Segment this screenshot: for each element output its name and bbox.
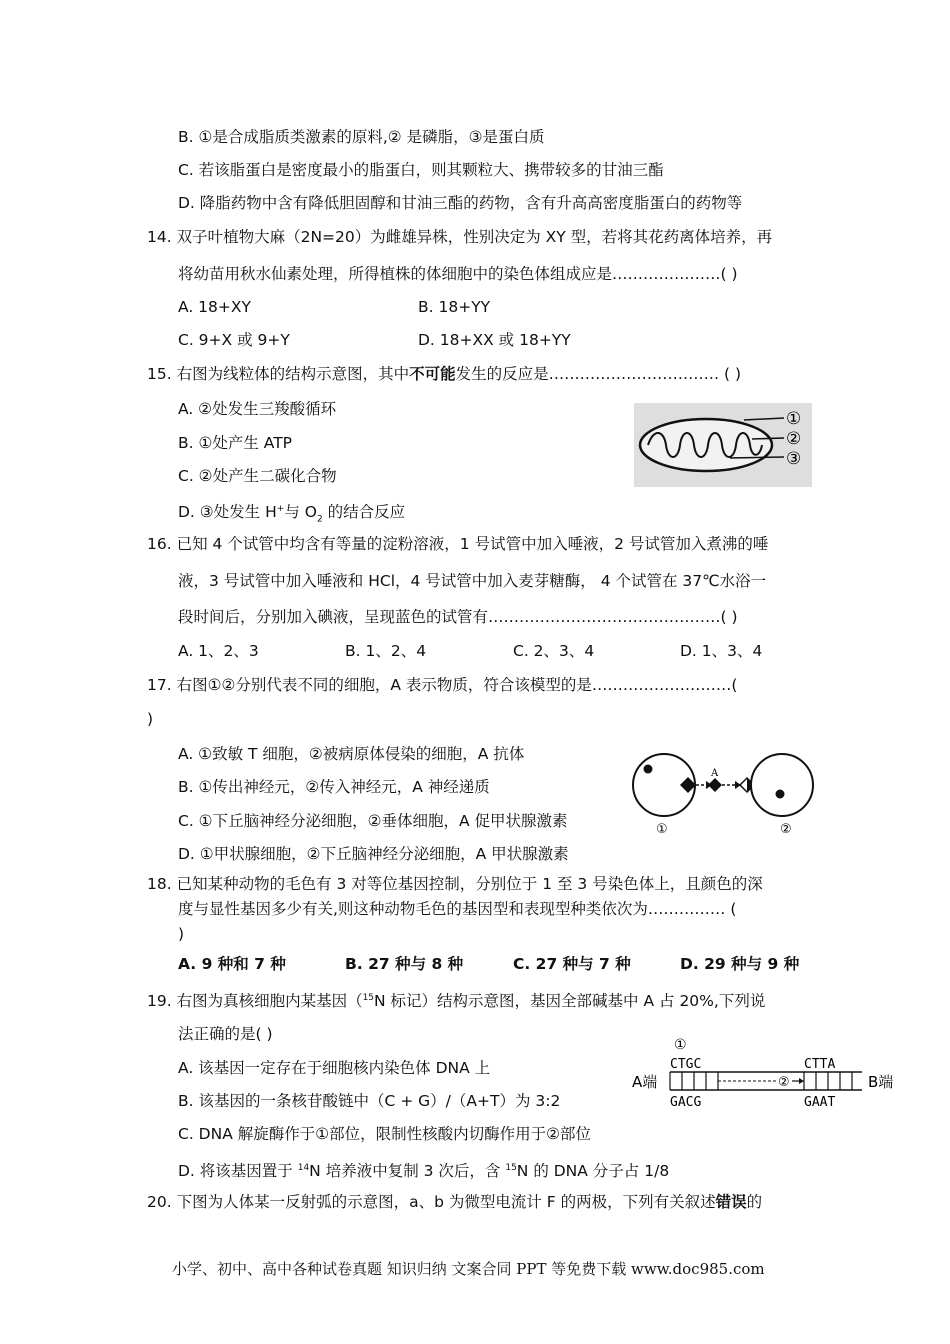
q16-option-d: D. 1、3、4: [680, 642, 763, 660]
mito-label-2: ②: [786, 429, 802, 449]
signal-label-a: A: [711, 768, 719, 779]
q16-stem-line1: 16. 已知 4 个试管中均含有等量的淀粉溶液，1 号试管中加入唾液，2 号试管加入煮沸的唾: [147, 535, 769, 553]
q17-stem-line2: ): [147, 710, 154, 728]
cell-2: [751, 754, 813, 816]
cell-1-nucleus: [644, 765, 653, 774]
q15-option-b: B. ①处产生 ATP: [178, 434, 293, 452]
q18-stem-line3: ): [178, 925, 185, 943]
q18-option-d: D. 29 种与 9 种: [680, 955, 800, 973]
cell-1-label: ①: [656, 822, 668, 837]
q17-option-b: B. ①传出神经元，②传入神经元，A 神经递质: [178, 778, 490, 796]
q13-option-d: D. 降脂药物中含有降低胆固醇和甘油三酯的药物，含有升高高密度脂蛋白的药物等: [178, 194, 743, 212]
dna-end-a: A端: [632, 1073, 658, 1091]
q13-option-c: C. 若该脂蛋白是密度最小的脂蛋白，则其颗粒大、携带较多的甘油三酯: [178, 161, 664, 179]
dna-mark-2: ②: [778, 1075, 790, 1090]
q16-option-b: B. 1、2、4: [345, 642, 427, 660]
q15-option-d: D. ③处发生 H+与 $O_2$ 的结合反应: [178, 503, 406, 525]
q17-option-d: D. ①甲状腺细胞，②下丘脑神经分泌细胞，A 甲状腺激素: [178, 845, 569, 863]
q14-stem-line1: 14. 双子叶植物大麻（2N=20）为雌雄异株，性别决定为 XY 型，若将其花药离体培养，再: [147, 228, 773, 246]
q16-option-a: A. 1、2、3: [178, 642, 259, 660]
q19-stem-line2: 法正确的是( ): [178, 1025, 273, 1043]
q18-option-a: A. 9 种和 7 种: [178, 955, 286, 973]
q19-option-d: D. 将该基因置于 $^{14}$N 培养液中复制 3 次后，含 $^{15}$N 的 DNA 分子占 1/8: [178, 1162, 670, 1181]
dna-top-left: CTGC: [670, 1057, 702, 1072]
dna-end-b: B端: [868, 1073, 894, 1091]
q15-option-a: A. ②处发生三羧酸循环: [178, 400, 337, 418]
dna-mark-1: ①: [674, 1037, 687, 1053]
q17-stem-line1: 17. 右图①②分别代表不同的细胞，A 表示物质，符合该模型的是………………………(: [147, 676, 738, 694]
q18-stem-line2: 度与显性基因多少有关,则这种动物毛色的基因型和表现型种类依次为…………… (: [178, 900, 737, 918]
q19-stem-line1: 19. 右图为真核细胞内某基因（$^{15}$N 标记）结构示意图，基因全部碱基中 A 占 20%,下列说: [147, 992, 766, 1011]
q16-option-c: C. 2、3、4: [513, 642, 595, 660]
dna-bottom-right: GAAT: [804, 1095, 836, 1110]
cell-2-label: ②: [780, 822, 792, 837]
q14-option-d: D. 18+XX 或 18+YY: [418, 331, 571, 349]
q15-option-c: C. ②处产生二碳化合物: [178, 467, 337, 485]
mito-label-1: ①: [786, 409, 802, 429]
dna-top-right: CTTA: [804, 1057, 836, 1072]
q19-option-a: A. 该基因一定存在于细胞核内染色体 DNA 上: [178, 1059, 491, 1077]
dna-gene-figure: [632, 1030, 902, 1114]
cell-signaling-figure: [628, 748, 824, 838]
q18-stem-line1: 18. 已知某种动物的毛色有 3 对等位基因控制，分别位于 1 至 3 号染色体上，且颜色的深: [147, 875, 763, 893]
q18-option-c: C. 27 种与 7 种: [513, 955, 631, 973]
q14-option-b: B. 18+YY: [418, 298, 491, 316]
mito-label-3: ③: [786, 449, 802, 469]
q16-stem-line2: 液，3 号试管中加入唾液和 HCl，4 号试管中加入麦芽糖酶， 4 个试管在 37℃水浴一: [178, 572, 767, 590]
cell-2-nucleus: [776, 790, 785, 799]
q17-option-c: C. ①下丘脑神经分泌细胞，②垂体细胞，A 促甲状腺激素: [178, 812, 568, 830]
dna-bottom-left: GACG: [670, 1095, 702, 1110]
q19-option-c: C. DNA 解旋酶作于①部位，限制性核酸内切酶作用于②部位: [178, 1125, 592, 1143]
q19-option-b: B. 该基因的一条核苷酸链中（C + G）/（A+T）为 3:2: [178, 1092, 561, 1110]
q14-option-a: A. 18+XY: [178, 298, 251, 316]
outer-membrane: [640, 419, 772, 471]
q14-option-c: C. 9+X 或 9+Y: [178, 331, 290, 349]
q13-option-b: B. ①是合成脂质类激素的原料,② 是磷脂，③是蛋白质: [178, 128, 545, 146]
q16-stem-line3: 段时间后，分别加入碘液，呈现蓝色的试管有………………………………………( ): [178, 608, 738, 626]
q17-option-a: A. ①致敏 T 细胞，②被病原体侵染的细胞，A 抗体: [178, 745, 525, 763]
page-footer: 小学、初中、高中各种试卷真题 知识归纳 文案合同 PPT 等免费下载 www.doc985.com: [172, 1260, 765, 1278]
q20-stem: 20. 下图为人体某一反射弧的示意图，a、b 为微型电流计 F 的两极，下列有关叙述错误的: [147, 1193, 763, 1211]
mitochondrion-figure: [634, 403, 812, 487]
q15-stem: 15. 右图为线粒体的结构示意图，其中不可能发生的反应是…………………………… ( ): [147, 365, 742, 383]
q18-option-b: B. 27 种与 8 种: [345, 955, 464, 973]
signal-molecule-a: [708, 778, 722, 792]
q14-stem-line2: 将幼苗用秋水仙素处理，所得植株的体细胞中的染色体组成应是…………………( ): [178, 265, 738, 283]
